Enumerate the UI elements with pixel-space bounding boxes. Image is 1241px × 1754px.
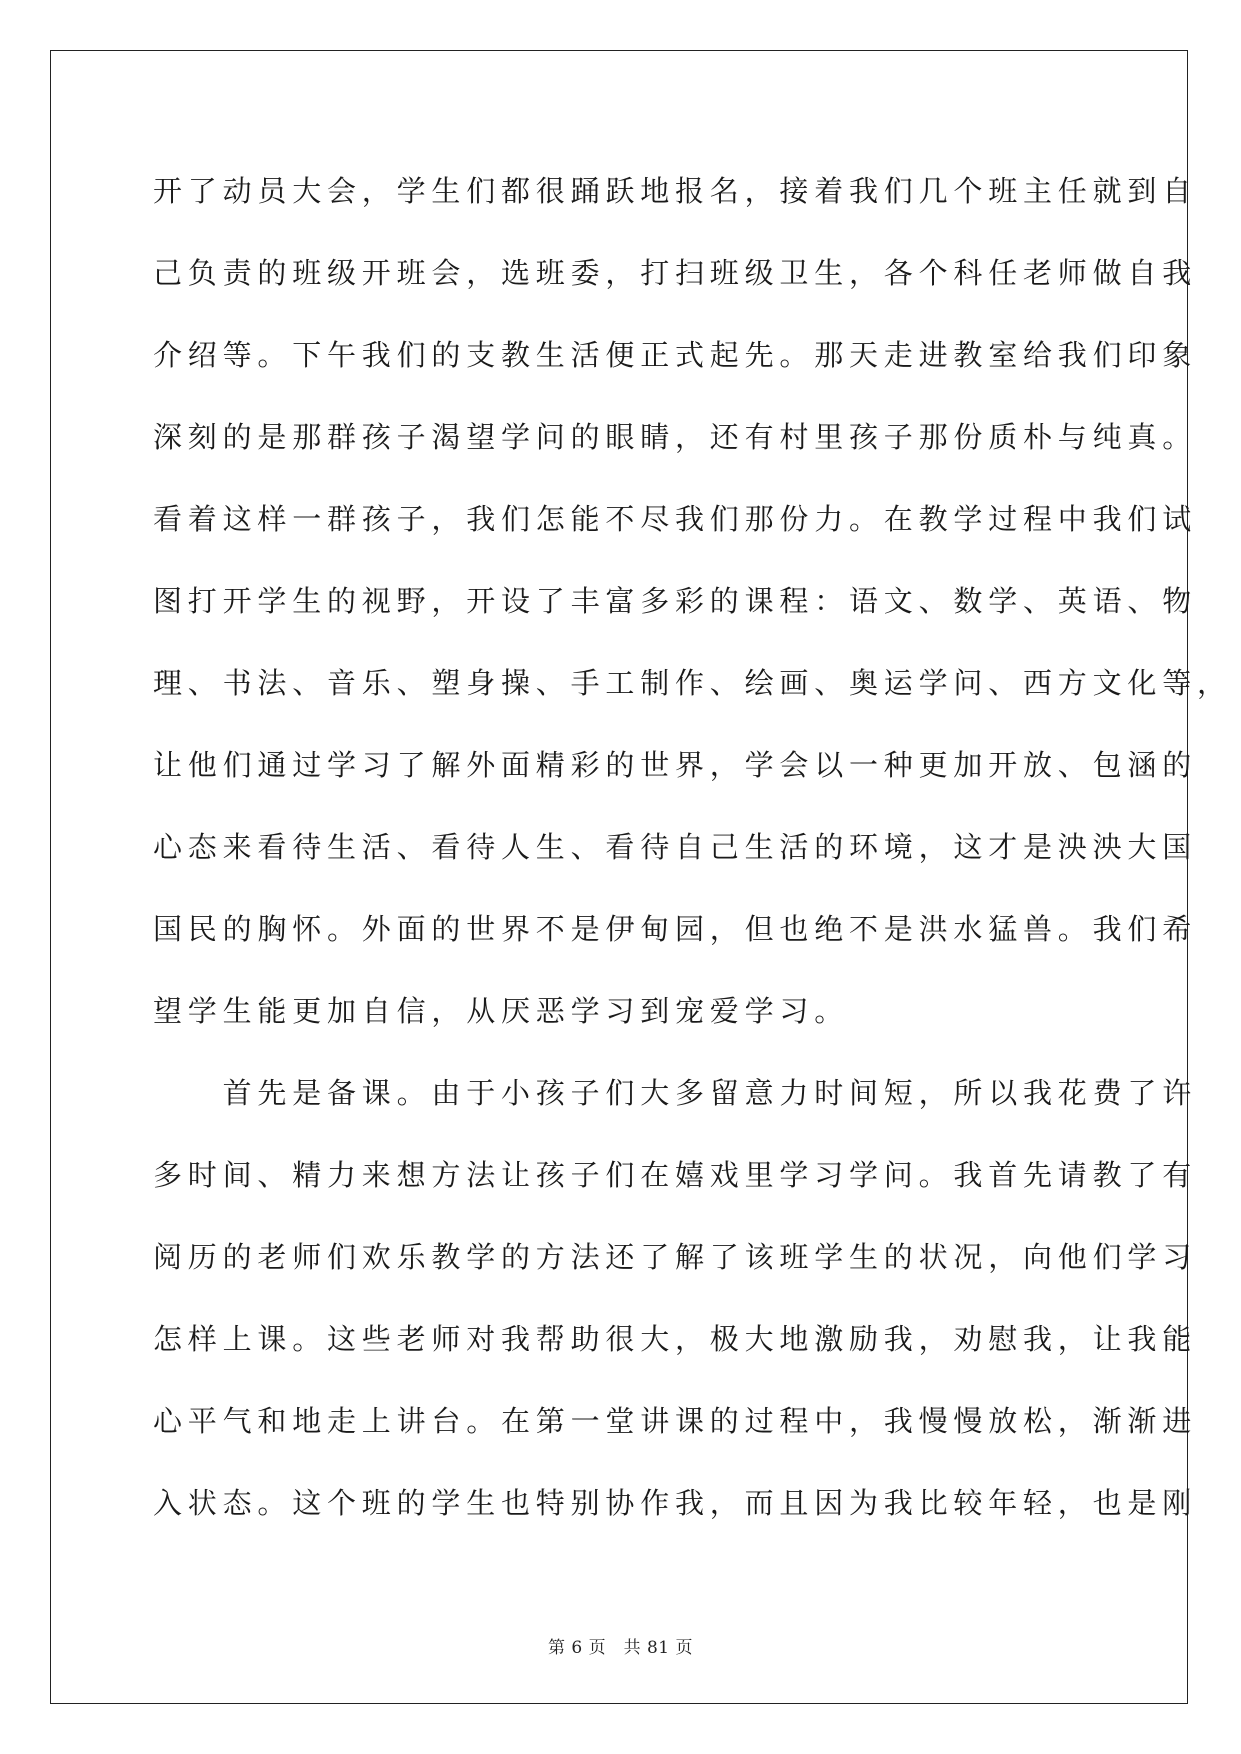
text-line: 介绍等。下午我们的支教生活便正式起先。那天走进教室给我们印象 <box>153 338 1198 372</box>
document-body <box>153 168 1232 1562</box>
text-line: 心平气和地走上讲台。在第一堂讲课的过程中，我慢慢放松，渐渐进 <box>153 1404 1198 1438</box>
text-line: 望学生能更加自信，从厌恶学习到宠爱学习。 <box>153 994 850 1028</box>
text-line: 让他们通过学习了解外面精彩的世界，学会以一种更加开放、包涵的 <box>153 748 1198 782</box>
text-line: 多时间、精力来想方法让孩子们在嬉戏里学习学问。我首先请教了有 <box>153 1158 1198 1192</box>
page-number-footer: 第 6 页 共 81 页 <box>547 1638 694 1658</box>
text-line: 理、书法、音乐、塑身操、手工制作、绘画、奥运学问、西方文化等， <box>153 666 1232 700</box>
text-line: 入状态。这个班的学生也特别协作我，而且因为我比较年轻，也是刚 <box>153 1486 1198 1520</box>
text-line: 图打开学生的视野，开设了丰富多彩的课程：语文、数学、英语、物 <box>153 584 1198 618</box>
text-line: 看着这样一群孩子，我们怎能不尽我们那份力。在教学过程中我们试 <box>153 502 1198 536</box>
text-line: 国民的胸怀。外面的世界不是伊甸园，但也绝不是洪水猛兽。我们希 <box>153 912 1198 946</box>
text-line: 开了动员大会，学生们都很踊跃地报名，接着我们几个班主任就到自 <box>153 174 1198 208</box>
text-line: 怎样上课。这些老师对我帮助很大，极大地激励我，劝慰我，让我能 <box>153 1322 1198 1356</box>
text-line: 心态来看待生活、看待人生、看待自己生活的环境，这才是泱泱大国 <box>153 830 1198 864</box>
text-line: 首先是备课。由于小孩子们大多留意力时间短，所以我花费了许 <box>153 1076 1198 1110</box>
text-line: 深刻的是那群孩子渴望学问的眼睛，还有村里孩子那份质朴与纯真。 <box>153 420 1198 454</box>
text-line: 阅历的老师们欢乐教学的方法还了解了该班学生的状况，向他们学习 <box>153 1240 1198 1274</box>
text-line: 己负责的班级开班会，选班委，打扫班级卫生，各个科任老师做自我 <box>153 256 1198 290</box>
